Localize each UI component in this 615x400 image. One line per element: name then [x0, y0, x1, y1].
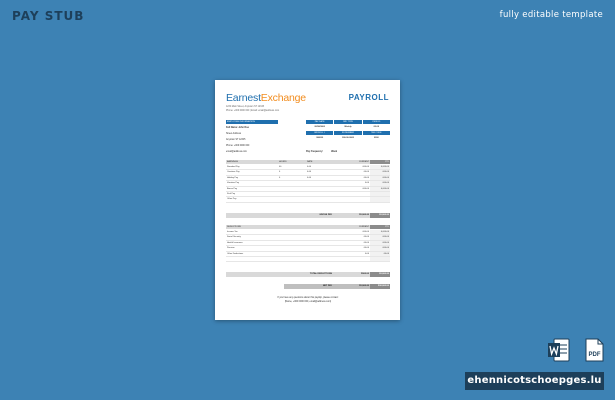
gross-pay-label: GROSS PAY [319, 214, 332, 216]
meta-cell: SS NUMBER [334, 131, 361, 135]
table-cell [306, 181, 334, 185]
table-cell: Overtime Pay [227, 171, 240, 174]
page-title: PAY STUB [12, 9, 85, 23]
table-cell: 00.00 [363, 241, 369, 244]
table-cell [370, 197, 390, 201]
total-deductions-row [226, 272, 390, 277]
table-cell: Bonus Pay [227, 187, 238, 190]
table-cell: 000.00 [370, 181, 390, 185]
table-cell [278, 257, 306, 261]
table-cell: Other Deductions [227, 252, 244, 255]
meta-cell: PAY DATE [306, 120, 333, 124]
table-cell [334, 192, 370, 196]
table-cell: 00.00 [363, 247, 369, 250]
meta-cell: PAYROLL # [306, 131, 333, 135]
table-cell: 0.00 [364, 182, 369, 185]
table-cell [278, 181, 306, 185]
pay-frequency-label: Pay Frequency: [306, 151, 324, 153]
table-cell: 00.00 [370, 252, 390, 256]
total-deductions-ytd: $0,000.00 [370, 272, 390, 277]
col-header: RATE [307, 161, 313, 163]
table-cell: 0 [279, 176, 281, 179]
table-cell: Income Tax [227, 231, 238, 233]
pdf-icon-label: PDF [588, 352, 601, 358]
table-cell: 000.00 [370, 176, 390, 180]
tagline: fully editable template [499, 10, 603, 20]
table-cell [278, 252, 306, 256]
table-row [226, 197, 390, 202]
table-cell: 0,000.00 [370, 165, 390, 169]
table-cell: 000.00 [370, 246, 390, 250]
meta-cell: Weekly [334, 125, 361, 129]
company-address: 1234 Main Street, Anytown ST 12345 [226, 106, 265, 108]
gross-pay-row [226, 213, 390, 218]
col-header [306, 225, 334, 229]
table-cell [306, 241, 334, 245]
col-header: CURRENT [358, 161, 369, 163]
table-cell: 000.00 [370, 241, 390, 245]
table-cell [306, 246, 334, 250]
table-cell: 0 [279, 171, 281, 174]
total-deductions-label: TOTAL DEDUCTIONS [309, 273, 332, 275]
employee-line: Full Name: John Doe [226, 127, 249, 129]
meta-headers-1 [306, 120, 390, 124]
total-deductions-current: $000.00 [361, 273, 369, 275]
table-cell [334, 257, 370, 261]
col-header: YTD [370, 225, 390, 229]
gross-pay-ytd: $0,000.00 [370, 213, 390, 218]
table-row [226, 257, 390, 262]
table-cell [370, 257, 390, 261]
footer-contact: [Name, +000 0000 000, email@address.com] [284, 301, 332, 303]
table-cell: Holiday Pay [227, 176, 239, 179]
table-cell: 0,000.00 [370, 187, 390, 191]
meta-cell: PAY TYPE [334, 120, 361, 124]
table-cell [306, 235, 334, 239]
company-contact: Phone: +000 0000 000 | Email: email@address.com [226, 110, 280, 112]
table-cell [278, 246, 306, 250]
employee-line: Street Address [226, 133, 242, 135]
brand-part-2: Exchange [260, 92, 306, 104]
table-cell [370, 192, 390, 196]
table-cell: 0.00 [307, 176, 312, 179]
meta-cell: 00/00/0000 [306, 125, 333, 129]
table-cell: 00 [279, 166, 282, 168]
col-header [278, 225, 306, 229]
table-cell [306, 230, 334, 234]
table-cell [278, 197, 306, 201]
table-cell: 0.00 [364, 252, 369, 255]
doc-type: PAYROLL [348, 93, 389, 102]
meta-cell: 000-00-0000 [334, 136, 361, 140]
meta-values-2 [306, 136, 390, 140]
table-cell [306, 187, 334, 191]
meta-cell: PERIOD [363, 120, 390, 124]
table-cell: 00.00 [363, 176, 369, 179]
net-pay-ytd: $00,000.00 [370, 284, 390, 289]
deductions-header [226, 225, 390, 229]
col-header: DEDUCTIONS [227, 226, 241, 228]
table-cell: 000.00 [370, 235, 390, 239]
word-icon[interactable] [548, 338, 570, 362]
col-header: EARNINGS [227, 161, 238, 163]
table-cell: Vacation Pay [227, 182, 240, 185]
gross-pay-current: $0,000.00 [359, 214, 369, 216]
table-cell [306, 257, 334, 261]
table-cell [306, 252, 334, 256]
table-cell: 0.00 [307, 171, 312, 174]
table-cell [334, 197, 370, 201]
pay-frequency-value: Week [331, 151, 338, 153]
site-url[interactable]: ehennicotschoepges.lu [465, 372, 604, 390]
net-pay-label: NET PAY [322, 285, 332, 287]
pdf-icon[interactable] [583, 338, 605, 362]
table-cell: 000.00 [362, 187, 369, 190]
table-cell [278, 192, 306, 196]
brand-part-1: Earnest [226, 92, 261, 104]
table-cell [278, 230, 306, 234]
table-cell [278, 187, 306, 191]
table-cell [306, 197, 334, 201]
table-cell: 0.00 [307, 166, 312, 168]
employee-line: Phone: +000 0000 000 [226, 145, 250, 147]
meta-cell: 00-00 [363, 125, 390, 129]
table-cell [278, 235, 306, 239]
meta-values-1 [306, 125, 390, 129]
net-pay-current: $0,000.00 [359, 285, 369, 287]
table-cell [306, 192, 334, 196]
pay-stub-document [215, 80, 400, 320]
col-header: YTD [370, 160, 390, 164]
table-cell: 000.00 [362, 231, 369, 233]
table-cell: Other Pay [227, 198, 237, 201]
footer-note: If you have any questions about this payslip, please contact: [277, 297, 339, 299]
table-cell: 0,000.00 [370, 230, 390, 234]
net-pay-row [284, 284, 390, 289]
table-cell: Pension [227, 247, 235, 250]
table-cell: 000.00 [370, 170, 390, 174]
table-cell [278, 241, 306, 245]
table-cell: 00.00 [363, 236, 369, 239]
table-cell: Social Security [227, 236, 241, 239]
pay-frequency [306, 151, 337, 153]
col-header: CURRENT [358, 226, 369, 228]
table-cell: Standard Pay [227, 166, 240, 168]
table-cell: Health Insurance [227, 241, 243, 244]
table-cell: Sick Pay [227, 193, 236, 195]
meta-cell: 0000 [363, 136, 390, 140]
table-cell [226, 257, 278, 261]
employee-line: Anytown ST 12345 [226, 139, 246, 141]
meta-headers-2 [306, 131, 390, 135]
employee-line: email@address.com [226, 151, 247, 153]
earnings-header [226, 160, 390, 164]
employee-info-title: EMPLOYEE INFORMATION [226, 120, 278, 124]
col-header: HOURS [279, 161, 287, 163]
meta-cell: 000000 [306, 136, 333, 140]
table-cell: 000.00 [362, 166, 369, 168]
table-cell: 00.00 [363, 171, 369, 174]
meta-cell: TAX CODE [363, 131, 390, 135]
brand-logo [226, 92, 306, 104]
